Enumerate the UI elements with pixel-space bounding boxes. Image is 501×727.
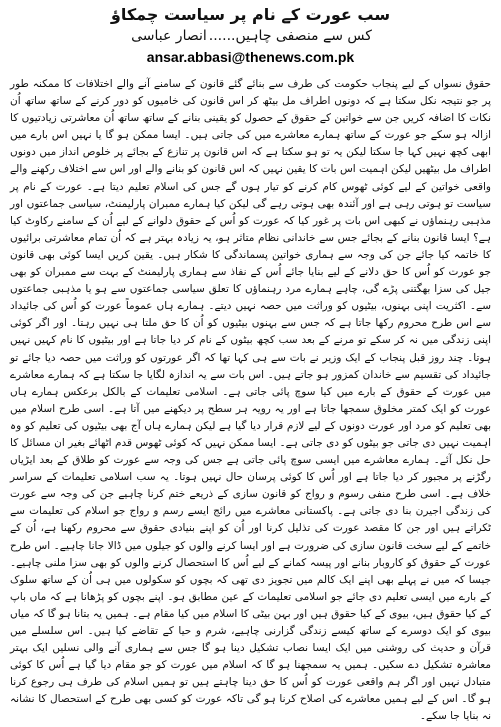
byline-prefix: کس سے منصفی چاہیں...... — [208, 28, 372, 44]
byline-author: انصار عباسی — [131, 28, 207, 44]
author-email: ansar.abbasi@thenews.com.pk — [146, 49, 355, 65]
article-headline: سب عورت کے نام پر سیاست چمکاؤ — [110, 5, 391, 24]
byline — [10, 26, 491, 46]
article-body: حقوق نسواں کے لیے پنجاب حکومت کی طرف سے بنائے گئے قانون کے سامنے آنے والے اختلافات کا ممکنہ طور پر جو نتیجہ نکل سکتا ہے کہ دونوں اطراف مل بیٹھ کر اس قانون کی خامیوں کو دور کرنے کے ساتھ ساتھ اُن نکات کا اضافہ کریں جن سے خواتین کے حقوق کے حصول کو یقینی بنانے کے ساتھ ساتھ اُن معاشرتی زیادتیوں کا ازالہ ہو سکے جو عورت کے ساتھ ہمارے معاشرے میں کی جاتی ہیں۔ ایسا ممکن ہو گا یا نہیں اس بارے میں ابھی کچھ نہیں کہا جا سکتا لیکن یہ تو ہو سکتا ہے کہ اس قانون پر تنازع کے بجائے پر خلوص انداز میں دونوں اطراف مل بیٹھیں لیکن اہمیت اس بات کا یقین نہیں کہ اس قانون کو بنانے والے اور اس سے اختلاف رکھنے والے واقعی خواتین کے لیے کوئی ٹھوس کام کرنے کو تیار ہوں گے جس کی اسلام تعلیم دیتا ہے۔ عورت کے نام پر سیاست تو ہوتی رہی ہے اور آئندہ بھی ہوتی رہے گی لیکن کیا ہمارے ممبران پارلیمنٹ، سیاسی جماعتوں اور مذہبی رہنماؤں نے کبھی اس بات پر غور کیا کہ عورت کو اُس کے حقوق دلوانے کے لیے اُن کے سامنے رکاوٹ کیا ہے؟ ایسا قانون بنانے کے بجائے جس سے خاندانی نظام متاثر ہو، یہ زیادہ بہتر ہے کہ اُن تمام معاشرتی برائیوں کا خاتمہ کیا جائے جن کی وجہ سے ہماری خواتین پسماندگی کا شکار ہیں۔ یقین کریں ایسا کوئی بھی قانون جو عورت کو اُس کا حق دلانے کے لیے بنایا جائے اُس کے نفاذ سے ہماری پارلیمنٹ کے بہت سے ممبران کو بھی جیل کی سزا بھگتنی پڑے گی، چاہے ہمارے مرد رہنماؤں کا تعلق سیاسی جماعتوں سے ہو یا مذہبی جماعتوں سے۔ اکثریت اپنی بہنوں، بیٹیوں کو وراثت میں حصہ نہیں دیتے۔ ہمارے ہاں عموماً عورت کو اُس کی جائیداد سے اس طرح محروم رکھا جاتا ہے کہ جس سے بہنوں بیٹیوں کو اُن کا حق ملتا ہی نہیں رہتا۔ اور اگر کوئی اپنی زندگی میں نہ کر سکے تو مرنے کے بعد سب کچھ بیٹوں کے نام کر دیا جاتا ہے اور بیٹیوں کا نام کہیں نہیں ہوتا۔ چند روز قبل پنجاب کے ایک وزیر نے بات سے ہی کہا تھا کہ اگر عورتوں کو وراثت میں حصہ دیا جائے تو جائیداد کی تقسیم سے خاندان کمزور ہو جاتے ہیں۔ اس بات سے یہ اندازہ لگایا جا سکتا ہے کہ ہمارے معاشرے میں عورت کے حقوق کے بارے میں کیا سوچ پائی جاتی ہے۔ اسلامی تعلیمات کے بالکل برعکس ہمارے ہاں عورت کو ایک کمتر مخلوق سمجھا جاتا ہے اور یہ رویہ ہر سطح پر دیکھنے میں آتا ہے۔ اسی طرح اسلام میں بھی تعلیم کو مرد اور عورت دونوں کے لیے لازم قرار دیا گیا ہے لیکن ہمارے ہاں آج بھی بیٹیوں کی تعلیم کو وہ اہمیت نہیں دی جاتی جو بیٹوں کو دی جاتی ہے۔ ایسا ممکن نہیں کہ کوئی ٹھوس قدم اٹھائے بغیر ان مسائل کا حل نکل آئے۔ ہمارے معاشرے میں ایسی سوچ پائی جاتی ہے جس کی وجہ سے عورت کو طلاق کے بعد ایڑیاں رگڑنے پر مجبور کر دیا جاتا ہے اور اُس کا کوئی پرسان حال نہیں ہوتا۔ یہ سب اسلامی تعلیمات کے سراسر خلاف ہے۔ اسی طرح منفی رسوم و رواج کو قانون سازی کے ذریعے ختم کرنا چاہیے جن کی وجہ سے عورت کی زندگی اجیرن بنا دی جاتی ہے۔ پاکستانی معاشرے میں رائج ایسے رسم و رواج جو اسلام کی تعلیمات سے ٹکراتے ہیں اور جن کا مقصد عورت کی تذلیل کرنا اور اُن کو اپنے بنیادی حقوق سے محروم رکھنا ہے، اُن کے خاتمے کے لیے سخت قانون سازی کی ضرورت ہے اور ایسا کرنے والوں کو جیلوں میں ڈالا جانا چاہیے۔ اس طرح عورت کے حقوق کو کاروبار بنانے اور پیسہ کمانے کے لیے اُس کا استحصال کرنے والوں کو بھی سزا ملنی چاہیے۔ جیسا کہ میں نے پہلے بھی اپنے ایک کالم میں تجویز دی تھی کہ بچوں کو سکولوں میں ہی اُن کے ساتھ سلوک کے بارے میں ایسی تعلیم دی جائے جو اسلامی تعلیمات کے عین مطابق ہو۔ اپنے بچوں کو پڑھانا ہے کہ ماں باپ کے کیا حقوق ہیں، بیوی کے کیا حقوق ہیں اور بہن بیٹی کا اسلام میں کیا مقام ہے۔ ہمیں یہ بتانا ہو گا کہ میاں بیوی کو ایک دوسرے کے ساتھ کیسے زندگی گزارنی چاہیے، شرم و حیا کے تقاضے کیا ہیں۔ اس سلسلے میں قرآن و حدیث کی روشنی میں ایک ایسا نصاب تشکیل دینا ہو گا جس سے ہماری آنے والی نسلیں ایک بہتر معاشرہ تشکیل دے سکیں۔ ہمیں یہ سمجھنا ہو گا کہ اسلام میں عورت کو جو مقام دیا گیا ہے اُس کا کوئی متبادل نہیں اور اگر ہم واقعی عورت کو اُس کا حق دینا چاہتے ہیں تو ہمیں اسلام کی طرف ہی رجوع کرنا ہو گا۔ اس کے لیے ہمیں معاشرے کی اصلاح کرنا ہو گی تاکہ عورت کو کسی بھی طرح کے استحصال کا نشانہ نہ بنایا جا سکے۔ — [10, 78, 491, 723]
